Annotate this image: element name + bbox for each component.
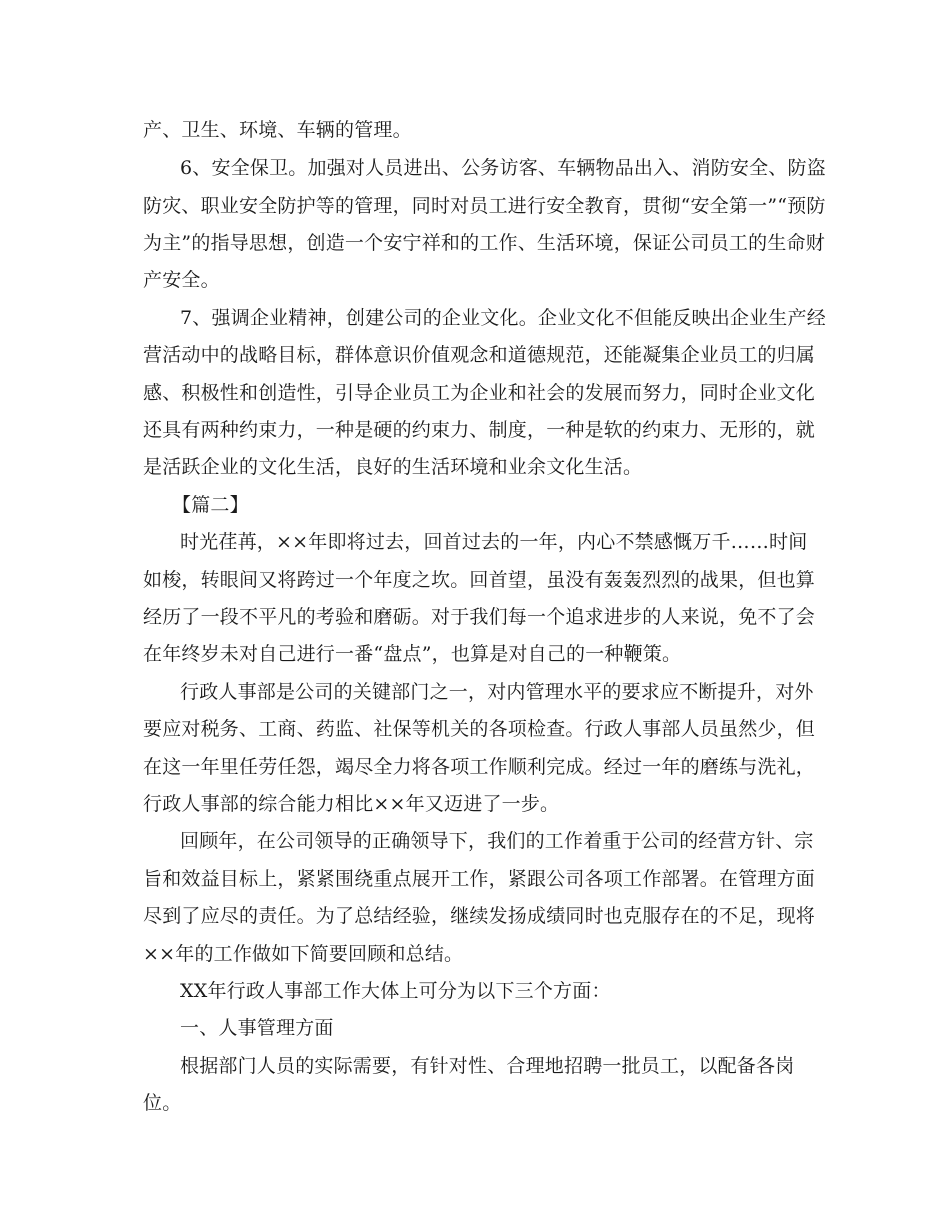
text-line: 7、强调企业精神，创建公司的企业文化。企业文化不但能反映出企业生产经 (180, 307, 826, 329)
text-line: 回顾年，在公司领导的正确领导下，我们的工作着重于公司的经营方针、宗 (180, 830, 814, 852)
text-line: XX年行政人事部工作大体上可分为以下三个方面： (180, 980, 611, 1002)
text-line: 营活动中的战略目标，群体意识价值观念和道德规范，还能凝集企业员工的归属 (143, 344, 816, 366)
text-line: 一、人事管理方面 (180, 1017, 334, 1039)
text-line: 产安全。 (143, 269, 220, 291)
text-line: 要应对税务、工商、药监、社保等机关的各项检查。行政人事部人员虽然少，但 (143, 718, 816, 740)
section-heading: 【篇二】 (172, 494, 249, 516)
text-line: 产、卫生、环境、车辆的管理。 (143, 119, 412, 141)
text-line: 6、安全保卫。加强对人员进出、公务访客、车辆物品出入、消防安全、防盗 (180, 157, 826, 179)
text-line: 尽到了应尽的责任。为了总结经验，继续发扬成绩同时也克服存在的不足，现将 (143, 905, 816, 927)
text-line: 位。 (143, 1092, 182, 1114)
text-line: 行政人事部的综合能力相比××年又迈进了一步。 (143, 793, 560, 815)
text-line: 在年终岁未对自己进行一番“盘点”，也算是对自己的一种鞭策。 (143, 643, 682, 665)
text-line: 如梭，转眼间又将跨过一个年度之坎。回首望，虽没有轰轰烈烈的战果，但也算 (143, 569, 816, 591)
text-line: 旨和效益目标上，紧紧围绕重点展开工作，紧跟公司各项工作部署。在管理方面 (143, 868, 816, 890)
text-line: 为主”的指导思想，创造一个安宁祥和的工作、生活环境，保证公司员工的生命财 (143, 232, 825, 254)
text-line: 经历了一段不平凡的考验和磨砺。对于我们每一个追求进步的人来说，免不了会 (143, 606, 816, 628)
text-line: 防灾、职业安全防护等的管理，同时对员工进行安全教育，贯彻“安全第一”“预防 (143, 195, 826, 217)
text-line: 根据部门人员的实际需要，有针对性、合理地招聘一批员工，以配备各岗 (180, 1055, 795, 1077)
text-line: 还具有两种约束力，一种是硬的约束力、制度，一种是软的约束力、无形的，就 (143, 419, 816, 441)
text-line: ××年的工作做如下简要回顾和总结。 (143, 943, 464, 965)
text-line: 感、积极性和创造性，引导企业员工为企业和社会的发展而努力，同时企业文化 (143, 382, 816, 404)
text-line: 在这一年里任劳任怨，竭尽全力将各项工作顺利完成。经过一年的磨练与洗礼， (143, 756, 816, 778)
text-line: 时光荏苒，××年即将过去，回首过去的一年，内心不禁感慨万千……时间 (180, 531, 808, 553)
text-line: 行政人事部是公司的关键部门之一，对内管理水平的要求应不断提升，对外 (180, 681, 814, 703)
text-line: 是活跃企业的文化生活，良好的生活环境和业余文化生活。 (143, 456, 643, 478)
